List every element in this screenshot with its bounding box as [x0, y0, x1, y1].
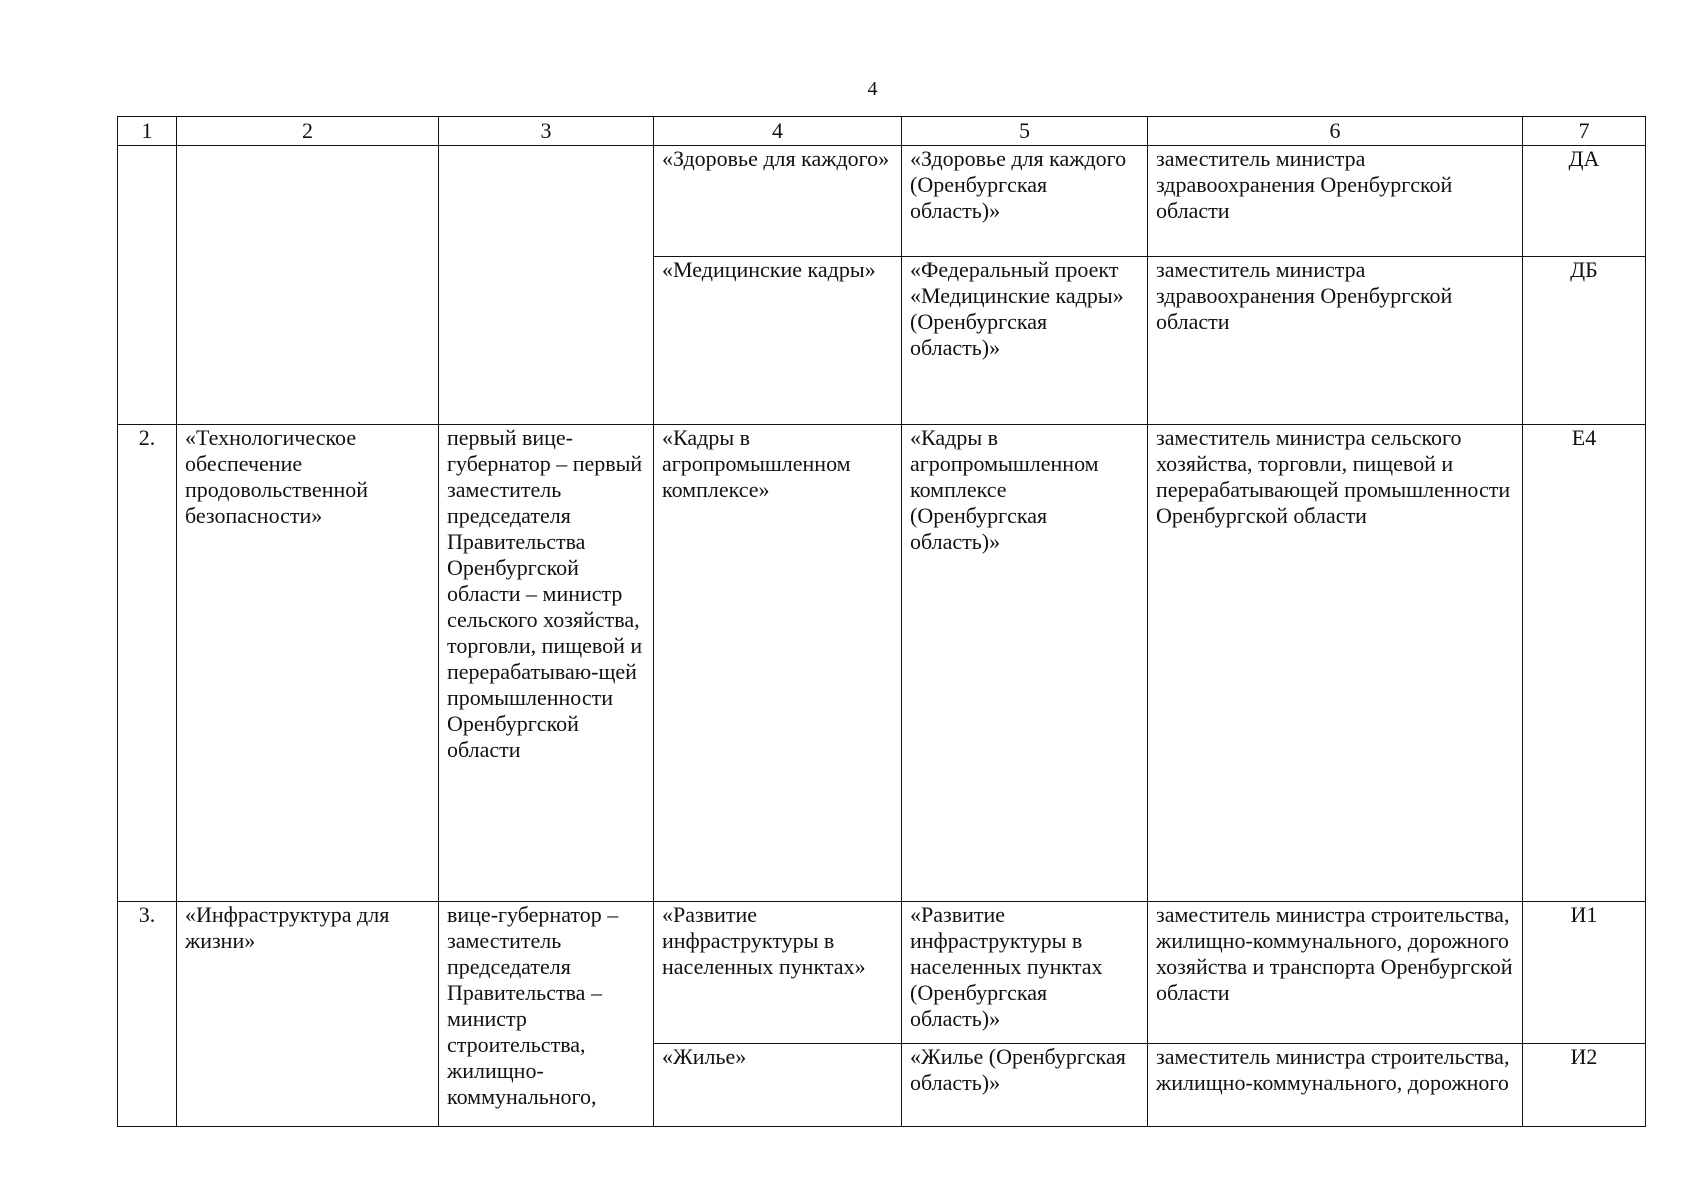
regional-project-cell: «Жилье (Оренбургская область)» [902, 1044, 1148, 1127]
project-head-cell: заместитель министра сельского хозяйства, торговли, пищевой и перерабатывающей промышленности Оренбургской области [1148, 425, 1523, 902]
column-number: 3 [439, 117, 654, 146]
row-number-cell: 2. [118, 425, 177, 902]
project-code-cell: И1 [1523, 902, 1646, 1044]
column-number: 4 [654, 117, 902, 146]
project-code-cell: ДА [1523, 146, 1646, 257]
column-number: 7 [1523, 117, 1646, 146]
national-project-cell: «Технологическое обеспечение продовольственной безопасности» [177, 425, 439, 902]
curator-cell [439, 146, 654, 425]
column-number: 6 [1148, 117, 1523, 146]
project-head-cell: заместитель министра строительства, жилищно-коммунального, дорожного хозяйства и транспорта Оренбургской области [1148, 902, 1523, 1044]
project-code-cell: Е4 [1523, 425, 1646, 902]
curator-cell: вице-губернатор – заместитель председателя Правительства – министр строительства, жилищно-коммунального, [439, 902, 654, 1127]
column-number-row [118, 117, 1646, 146]
federal-project-cell: «Развитие инфраструктуры в населенных пунктах» [654, 902, 902, 1044]
national-project-cell: «Инфраструктура для жизни» [177, 902, 439, 1127]
page-number: 4 [867, 78, 878, 100]
national-project-cell [177, 146, 439, 425]
federal-project-cell: «Здоровье для каждого» [654, 146, 902, 257]
project-head-cell: заместитель министра здравоохранения Оренбургской области [1148, 257, 1523, 425]
project-code-cell: ДБ [1523, 257, 1646, 425]
regional-project-cell: «Федеральный проект «Медицинские кадры» (Оренбургская область)» [902, 257, 1148, 425]
federal-project-cell: «Жилье» [654, 1044, 902, 1127]
curator-cell: первый вице-губернатор – первый заместитель председателя Правительства Оренбургской области – министр сельского хозяйства, торговли, пищевой и перерабатываю-щей промышленности Оренбургской области [439, 425, 654, 902]
row-number-cell [118, 146, 177, 425]
project-code-cell: И2 [1523, 1044, 1646, 1127]
project-head-cell: заместитель министра здравоохранения Оренбургской области [1148, 146, 1523, 257]
projects-table [117, 116, 1646, 1127]
regional-project-cell: «Развитие инфраструктуры в населенных пунктах (Оренбургская область)» [902, 902, 1148, 1044]
project-head-cell: заместитель министра строительства, жилищно-коммунального, дорожного [1148, 1044, 1523, 1127]
row-number-cell: 3. [118, 902, 177, 1127]
column-number: 2 [177, 117, 439, 146]
table-row [118, 425, 1646, 902]
column-number: 1 [118, 117, 177, 146]
federal-project-cell: «Медицинские кадры» [654, 257, 902, 425]
column-number: 5 [902, 117, 1148, 146]
regional-project-cell: «Здоровье для каждого (Оренбургская область)» [902, 146, 1148, 257]
table-row [118, 902, 1646, 1044]
federal-project-cell: «Кадры в агропромышленном комплексе» [654, 425, 902, 902]
table-row [118, 146, 1646, 257]
regional-project-cell: «Кадры в агропромышленном комплексе (Оренбургская область)» [902, 425, 1148, 902]
